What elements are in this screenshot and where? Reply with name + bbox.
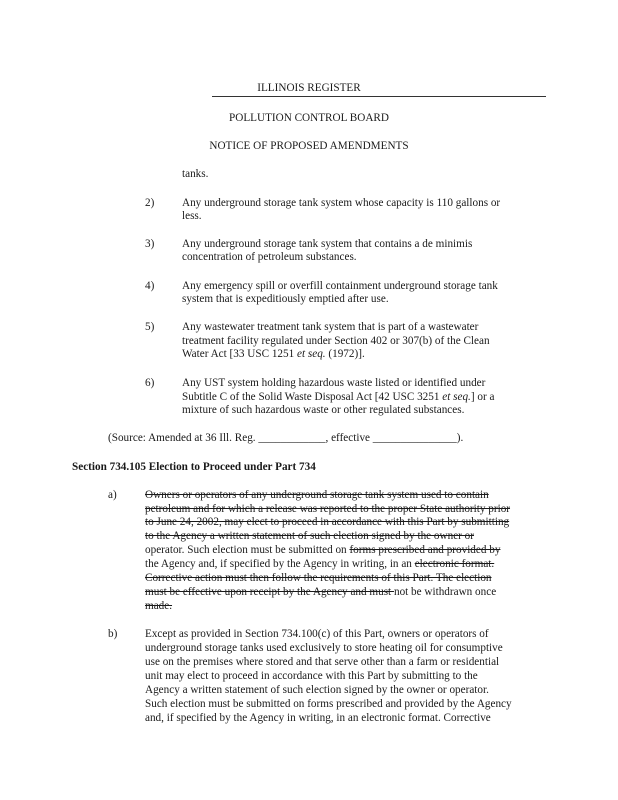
item-line: treatment facility regulated under Section 402 or 307(b) of the Clean: [182, 335, 490, 347]
para-b-line: Such election must be submitted on forms prescribed and provided by the Agency: [145, 698, 512, 710]
item-line: Any emergency spill or overfill containment underground storage tank: [182, 280, 498, 292]
item-line: Subtitle C of the Solid Waste Disposal Act [42 USC 3251 et seq.] or a: [182, 391, 495, 403]
item-line: system that is expeditiously emptied after use.: [182, 293, 389, 305]
para-b-line: and, if specified by the Agency in writing, in an electronic format. Corrective: [145, 712, 491, 724]
para-a-line: operator. Such election must be submitted on forms prescribed and provided by: [145, 544, 501, 556]
para-a-line: petroleum and for which a release was reported to the proper State authority prior: [145, 503, 511, 515]
item-number: 2): [145, 197, 155, 209]
para-b-line: Agency a written statement of such election signed by the owner or operator.: [145, 684, 489, 696]
para-a-line: the Agency and, if specified by the Agency in writing, in an electronic format.: [145, 558, 495, 570]
item-line: Any UST system holding hazardous waste listed or identified under: [182, 377, 486, 389]
para-a-line: must be effective upon receipt by the Agency and must not be withdrawn once: [145, 586, 497, 598]
board-title: POLLUTION CONTROL BOARD: [229, 112, 389, 124]
item-line: Any underground storage tank system whose capacity is 110 gallons or: [182, 197, 501, 209]
para-a-line: made.: [145, 600, 173, 612]
continuation-text: tanks.: [182, 168, 209, 180]
register-title: ILLINOIS REGISTER: [257, 82, 361, 94]
para-b-line: Except as provided in Section 734.100(c) of this Part, owners or operators of: [145, 628, 489, 640]
para-b-line: use on the premises where stored and that serve other than a farm or residential: [145, 656, 500, 668]
item-number: 4): [145, 280, 155, 292]
section-heading: Section 734.105 Election to Proceed under Part 734: [72, 461, 316, 473]
source-note: (Source: Amended at 36 Ill. Reg. ____________, effective _______________).: [108, 432, 464, 444]
item-number: 3): [145, 238, 155, 250]
item-line: concentration of petroleum substances.: [182, 251, 357, 263]
item-line: Any wastewater treatment tank system that is part of a wastewater: [182, 321, 479, 333]
para-label: b): [108, 628, 118, 640]
notice-title: NOTICE OF PROPOSED AMENDMENTS: [209, 140, 409, 152]
header-rule: [212, 96, 546, 97]
item-number: 6): [145, 377, 155, 389]
para-a-line: Corrective action must then follow the requirements of this Part. The election: [145, 572, 492, 584]
item-line: less.: [182, 210, 202, 222]
para-b-line: unit may elect to proceed in accordance with this Part by submitting to the: [145, 670, 478, 682]
item-line: mixture of such hazardous waste or other regulated substances.: [182, 404, 465, 416]
para-a-line: to the Agency a written statement of such election signed by the owner or: [145, 530, 475, 542]
item-line: Water Act [33 USC 1251 et seq. (1972)].: [182, 348, 365, 360]
para-b-line: underground storage tanks used exclusively to store heating oil for consumptive: [145, 642, 503, 654]
para-label: a): [108, 489, 117, 501]
item-line: Any underground storage tank system that contains a de minimis: [182, 238, 473, 250]
para-a-line: to June 24, 2002, may elect to proceed in accordance with this Part by submitting: [145, 516, 510, 528]
item-number: 5): [145, 321, 155, 333]
para-a-line: Owners or operators of any underground storage tank system used to contain: [145, 489, 489, 501]
